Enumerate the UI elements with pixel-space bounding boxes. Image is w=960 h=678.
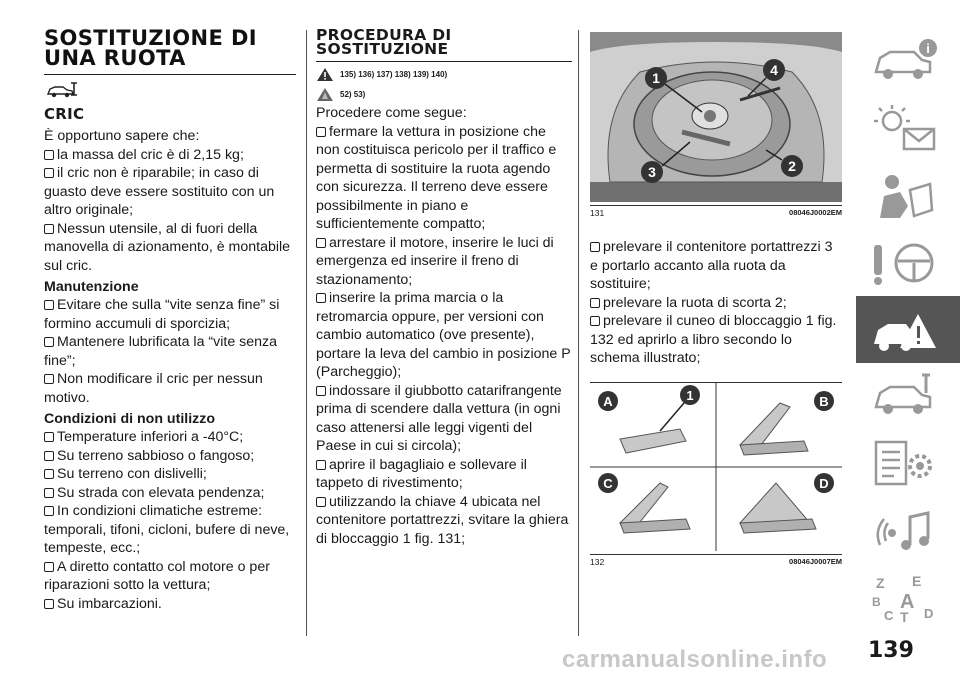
section-title [44, 28, 296, 68]
callout-label: 3 [648, 164, 656, 180]
bullet-box-icon [44, 300, 54, 310]
figure-132-wedge-image [590, 382, 842, 551]
callout-label: 1 [652, 70, 660, 86]
list-item: Non modificare il cric per nessun motivo. [44, 371, 263, 406]
note-hand-icon [316, 87, 334, 102]
step-label: B [819, 393, 829, 409]
figure-number: 132 [590, 556, 605, 567]
list-item: fermare la vettura in posizione che non costituisca pericolo per il traffico e permetta di sostituire la ruota agendo con sicurezza. Il terreno deve essere possibilmente in piano e sufficientemente compatto; [316, 123, 557, 232]
list-item: il cric non è riparabile; in caso di guasto deve essere sostituito con un altro originale; [44, 165, 275, 218]
list-item: arrestare il motore, inserire le luci di emergenza ed inserire il freno di stazionamento; [316, 234, 554, 288]
procedure-intro: Procedere come segue: [316, 105, 467, 121]
list-item: inserire la prima marcia o la retromarcia oppure, per versioni con cambio automatico (ove presente), portare la leva del cambio in posizione P (Parcheggio); [316, 290, 571, 380]
bullet-box-icon [44, 224, 54, 234]
list-item: prelevare il contenitore portattrezzi 3 e portarlo accanto alla ruota da sostituire; [590, 239, 833, 292]
list-item: In condizioni climatiche estreme: temporali, tifoni, cicloni, bufere di neve, tempeste, ecc.; [44, 503, 290, 556]
maintenance-icon [870, 371, 942, 423]
list-item: prelevare il cuneo di bloccaggio 1 fig. 132 ed aprirlo a libro secondo lo schema illustrato; [590, 313, 837, 366]
maintenance-heading: Manutenzione [44, 279, 139, 295]
bullet-box-icon [44, 432, 54, 442]
svg-text:D: D [924, 606, 934, 621]
bullet-box-icon [44, 562, 54, 572]
figure-131-trunk-image [590, 32, 842, 202]
bullet-box-icon [590, 298, 600, 308]
bullet-box-icon [44, 374, 54, 384]
callout-label: 1 [686, 387, 694, 403]
bullet-box-icon [44, 150, 54, 160]
page-number: 139 [868, 638, 914, 663]
step-label: D [819, 475, 829, 491]
wedge-steps-illustration [590, 383, 842, 551]
svg-text:i: i [926, 41, 930, 56]
svg-text:A: A [900, 591, 915, 613]
list-item: Evitare che sulla “vite senza fine” si formino accumuli di sporcizia; [44, 297, 280, 332]
column-3 [590, 32, 842, 567]
list-item: Temperature inferiori a -40°C; [44, 428, 296, 447]
tab-warning-lights[interactable] [856, 95, 960, 162]
list-item: indossare il giubbotto catarifrangente prima di scendere dalla vettura (in ogni caso attenersi alle leggi vigenti del Paese in cui si circola); [316, 382, 562, 454]
tab-multimedia[interactable] [856, 497, 960, 564]
tab-technical-data[interactable] [856, 430, 960, 497]
bullet-box-icon [316, 497, 326, 507]
warning-refs: 135) 136) 137) 138) 139) 140) [316, 67, 572, 82]
watermark: carmanualsonline.info [562, 646, 828, 673]
figure-131-caption [590, 205, 842, 218]
title-line-2: UNA RUOTA [44, 46, 186, 70]
bullet-box-icon [44, 506, 54, 516]
svg-text:Z: Z [876, 575, 885, 591]
bullet-box-icon [590, 316, 600, 326]
procedure-title: PROCEDURA DI SOSTITUZIONE [316, 26, 452, 58]
figure-code: 08046J0002EM [789, 208, 842, 217]
column-1 [44, 28, 296, 613]
title-line-1: SOSTITUZIONE DI [44, 26, 257, 50]
trunk-spare-wheel-illustration [590, 32, 842, 202]
tab-safety[interactable] [856, 162, 960, 229]
index-icon [870, 572, 942, 624]
bullet-box-icon [590, 242, 600, 252]
safety-icon [870, 170, 942, 222]
tab-starting-driving[interactable] [856, 229, 960, 296]
column-divider [578, 30, 579, 636]
bullet-box-icon [316, 127, 326, 137]
figure-132-caption [590, 554, 842, 567]
cric-intro: È opportuno sapere che: [44, 128, 200, 144]
list-item: Su imbarcazioni. [44, 595, 296, 614]
emergency-icon [870, 304, 942, 356]
starting-driving-icon [870, 237, 942, 289]
tab-car-info[interactable] [856, 28, 960, 95]
step-label: A [603, 393, 613, 409]
list-item: utilizzando la chiave 4 ubicata nel contenitore portattrezzi, svitare la ghiera di bloccaggio 1 fig. 131; [316, 493, 569, 547]
bullet-box-icon [44, 337, 54, 347]
chapter-sidebar [856, 28, 960, 631]
figure-number: 131 [590, 208, 605, 218]
figure-code: 08046J0007EM [789, 556, 842, 566]
title-rule [316, 61, 572, 62]
callout-label: 2 [788, 158, 796, 174]
title-rule [44, 74, 296, 75]
callout-label: 4 [770, 62, 778, 78]
conditions-heading: Condizioni di non utilizzo [44, 411, 215, 427]
column-divider [306, 30, 307, 636]
list-item: Mantenere lubrificata la “vite senza fine”; [44, 334, 278, 369]
bullet-box-icon [316, 238, 326, 248]
svg-text:E: E [912, 573, 922, 589]
cric-heading: CRIC [44, 105, 85, 123]
tab-emergency[interactable] [856, 296, 960, 363]
svg-text:B: B [872, 595, 881, 609]
list-item: aprire il bagagliaio e sollevare il tappeto di rivestimento; [316, 456, 527, 491]
bullet-box-icon [44, 469, 54, 479]
bullet-box-icon [44, 488, 54, 498]
bullet-box-icon [316, 293, 326, 303]
column-2 [316, 28, 572, 548]
car-wrench-icon [46, 81, 80, 99]
list-item: A diretto contatto col motore o per riparazioni sotto la vettura; [44, 558, 270, 593]
list-item: Su terreno sabbioso o fangoso; [44, 447, 296, 466]
list-item: la massa del cric è di 2,15 kg; [44, 146, 296, 165]
list-item: Nessun utensile, al di fuori della manovella di azionamento, è montabile sul cric. [44, 220, 291, 274]
car-info-icon [870, 36, 942, 88]
tab-index[interactable] [856, 564, 960, 631]
technical-data-icon [870, 438, 942, 490]
list-item: Su terreno con dislivelli; [44, 465, 296, 484]
bullet-box-icon [316, 460, 326, 470]
warning-triangle-icon [316, 67, 334, 82]
warning-lights-icon [870, 103, 942, 155]
tab-maintenance[interactable] [856, 363, 960, 430]
list-item: prelevare la ruota di scorta 2; [590, 294, 842, 313]
svg-text:T: T [900, 609, 909, 624]
bullet-box-icon [316, 386, 326, 396]
step-label: C [603, 475, 613, 491]
note-refs: 52) 53) [316, 87, 572, 102]
bullet-box-icon [44, 451, 54, 461]
svg-text:C: C [884, 608, 894, 623]
list-item: Su strada con elevata pendenza; [44, 484, 296, 503]
multimedia-icon [870, 505, 942, 557]
bullet-box-icon [44, 599, 54, 609]
bullet-box-icon [44, 168, 54, 178]
